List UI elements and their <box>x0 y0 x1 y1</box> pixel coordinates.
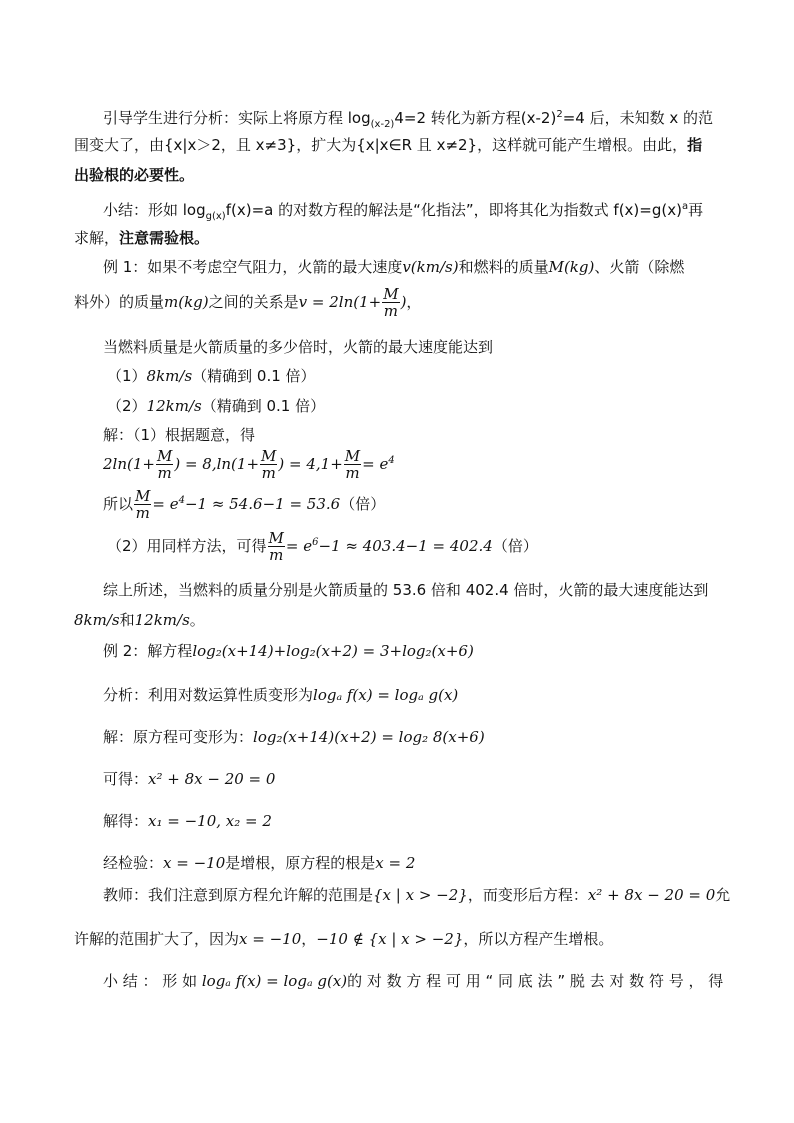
para1-line2: 围变大了，由{x|x＞2，且 x≠3}，扩大为{x|x∈R 且 x≠2}，这样就可能产生增根。由此，指 <box>74 136 703 154</box>
para2-line1: 小结：形如 $\log_{g(x)}f(x)=a$ 的对数方程的解法是“化指法”，即将其化为指数式 $f(x)=g(x)^a$再 <box>103 201 704 222</box>
teacher-note-line1: 教师：我们注意到原方程允许解的范围是{x | x > −2}，而变形后方程：x² + 8x − 20 = 0允 <box>103 886 731 904</box>
example1-summary-line1: 综上所述，当燃料的质量分别是火箭质量的 53.6 倍和 402.4 倍时，火箭的最大速度能达到 <box>103 581 709 599</box>
teacher-note-line2: 许解的范围扩大了，因为x = −10，−10 ∉ {x | x > −2}，所以方程产生增根。 <box>74 930 614 948</box>
para2-line2: 求解，注意需验根。 <box>74 229 210 247</box>
example1-question-2: （2）12km/s（精确到 0.1 倍） <box>107 397 326 415</box>
example1-line2: 料外）的质量m(kg)之间的关系是v = 2ln(1+ $\frac{M}{m}$ )， <box>74 285 422 320</box>
example2-solution: 解：原方程可变形为：log₂(x+14)(x+2) = log₂ 8(x+6) <box>103 728 485 746</box>
example1-equation: 2ln(1+ $\frac{M}{m}$ ) = 8,ln(1+ $\frac{M}{m}$ ) = 4,1+ $\frac{M}{m}$ = $e^4$ <box>103 447 395 482</box>
fraction-M-over-m: $\frac{M}{m}$ <box>383 285 399 320</box>
summary-line: 小 结 ： 形 如 logₐ f(x) = logₐ g(x)的 对 数 方 程 可 用 “ 同 底 法 ” 脱 去 对 数 符 号 ， 得 <box>103 972 724 990</box>
example2-check: 经检验：x = −10是增根，原方程的根是x = 2 <box>103 854 416 872</box>
fraction-M-over-m: $\frac{M}{m}$ <box>268 529 284 564</box>
example2-title: 例 2：解方程log₂(x+14)+log₂(x+2) = 3+log₂(x+6) <box>103 642 474 660</box>
example2-analysis: 分析：利用对数运算性质变形为logₐ f(x) = logₐ g(x) <box>103 686 459 704</box>
para1-line3: 出验根的必要性。 <box>74 166 195 184</box>
example1-question-1: （1）8km/s（精确到 0.1 倍） <box>107 367 316 385</box>
example1-question: 当燃料质量是火箭质量的多少倍时，火箭的最大速度能达到 <box>103 338 494 356</box>
fraction-M-over-m: $\frac{M}{m}$ <box>135 487 151 522</box>
example1-result-2: （2）用同样方法，可得 $\frac{M}{m}$ = $e^6-1 \approx 403.4-1 = 402.4$（倍） <box>107 529 538 564</box>
example1-result-1: 所以 $\frac{M}{m}$ = $e^4-1 \approx 54.6-1 = 53.6$（倍） <box>103 487 386 522</box>
example1-summary-line2: 8km/s和12km/s。 <box>74 611 205 629</box>
example2-quadratic: 可得：x² + 8x − 20 = 0 <box>103 770 276 788</box>
fraction-M-over-m: $\frac{M}{m}$ <box>344 447 361 482</box>
fraction-M-over-m: $\frac{M}{m}$ <box>261 447 277 482</box>
example1-solution-intro: 解：（1）根据题意，得 <box>103 426 256 444</box>
example1-line1: 例 1：如果不考虑空气阻力，火箭的最大速度v(km/s)和燃料的质量M(kg)、火箭（除燃 <box>103 258 685 276</box>
example2-roots: 解得：x₁ = −10, x₂ = 2 <box>103 812 272 830</box>
para1-line1: 引导学生进行分析：实际上将原方程 $\log_{(x-2)}4=2$ 转化为新方程$(x-2)^2=4$ 后，未知数 x 的范 <box>103 109 713 130</box>
fraction-M-over-m: $\frac{M}{m}$ <box>156 447 173 482</box>
